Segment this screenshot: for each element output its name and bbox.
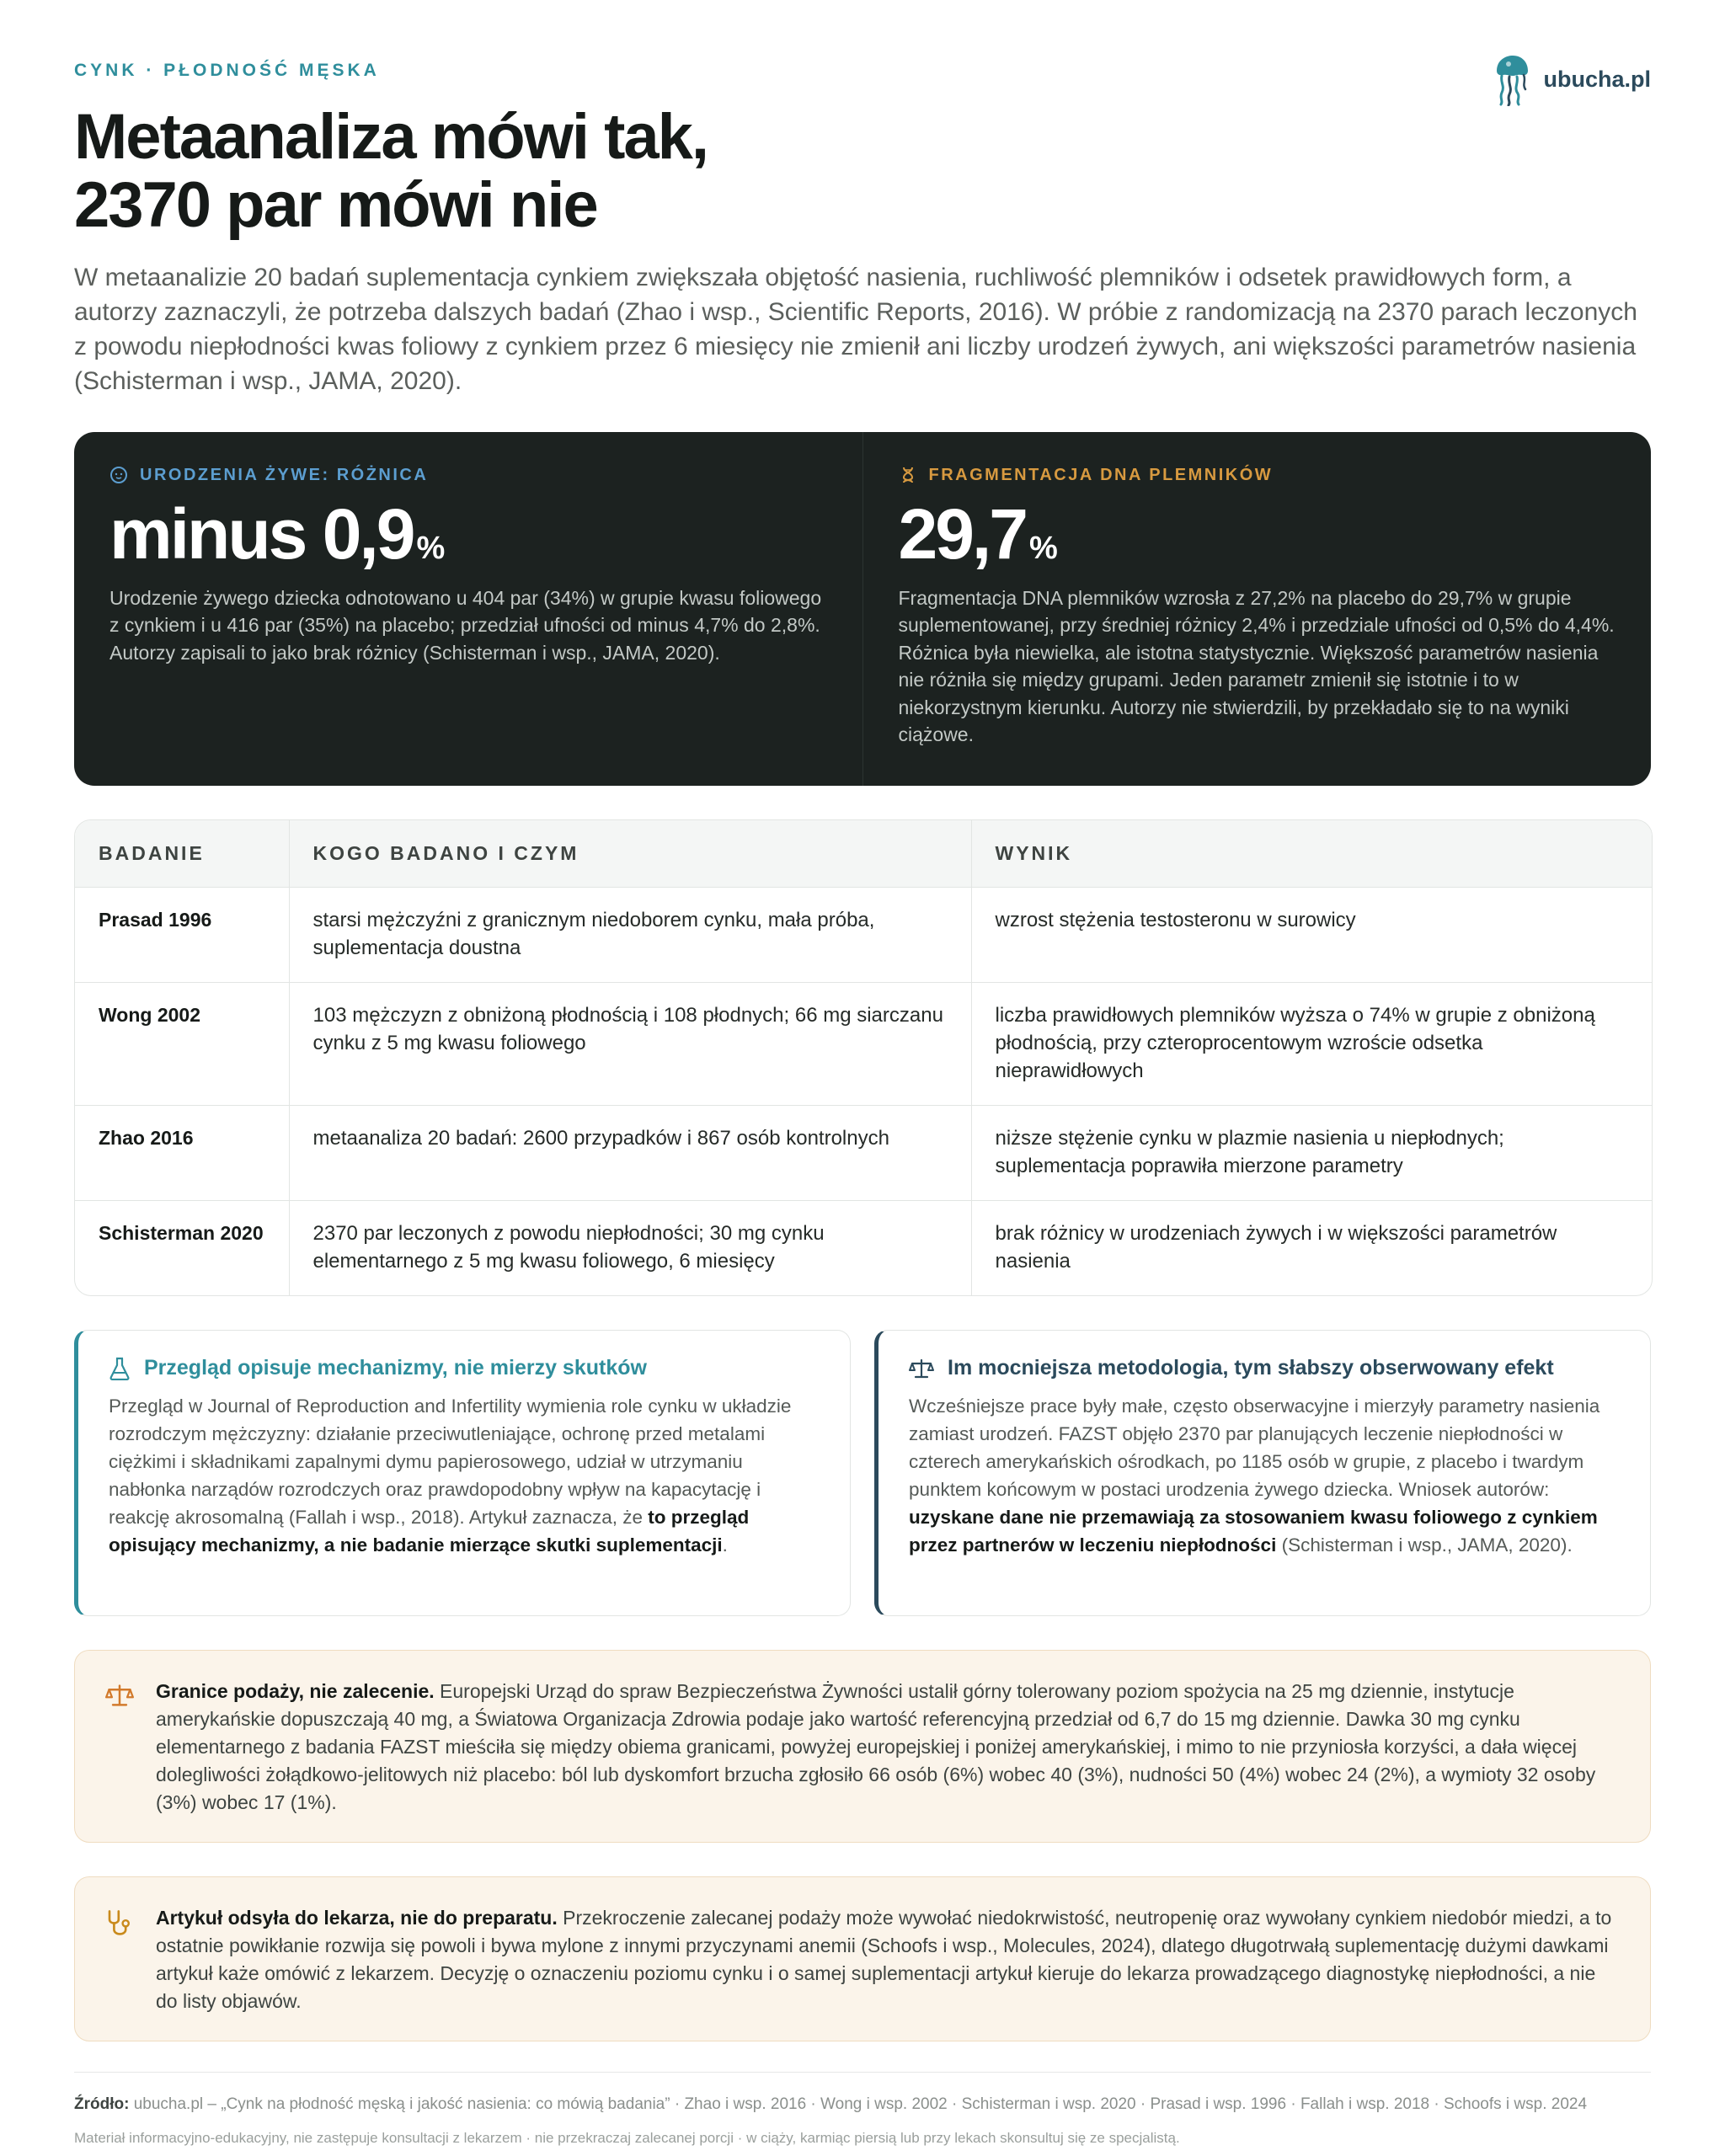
cell-who: 103 mężczyzn z obniżoną płodnością i 108 płodnych; 66 mg siarczanu cynku z 5 mg kwasu foliowego bbox=[289, 983, 971, 1106]
cell-result: brak różnicy w urodzeniach żywych i w większości parametrów nasienia bbox=[971, 1201, 1652, 1296]
stat-value bbox=[109, 494, 827, 574]
cell-result: wzrost stężenia testosteronu w surowicy bbox=[971, 888, 1652, 983]
panel-body-end: (Schisterman i wsp., JAMA, 2020). bbox=[1276, 1534, 1573, 1556]
footer-source-text: ubucha.pl – „Cynk na płodność męską i jakość nasienia: co mówią badania” · Zhao i wsp. 2016 · Wong i wsp. 2002 · Schisterman i wsp. 2020 · Prasad i wsp. 1996 · Fallah i wsp. 2018 · Schoofs i wsp. 2024 bbox=[129, 2095, 1588, 2114]
panel-title bbox=[109, 1356, 821, 1380]
cell-result: liczba prawidłowych plemników wyższa o 74% w grupie z obniżoną płodnością, przy czteroprocentowym wzroście odsetka nieprawidłowych bbox=[971, 983, 1652, 1106]
note-see-doctor bbox=[74, 1876, 1651, 2041]
panel-body-end: . bbox=[722, 1534, 728, 1556]
scales-icon bbox=[105, 1683, 134, 1708]
brand[interactable] bbox=[1490, 52, 1652, 106]
cell-who: metaanaliza 20 badań: 2600 przypadków i 867 osób kontrolnych bbox=[289, 1106, 971, 1201]
footer-sources bbox=[74, 2093, 1651, 2116]
stat-label bbox=[899, 466, 1616, 485]
stat-unit: % bbox=[1029, 530, 1058, 566]
brand-name: ubucha.pl bbox=[1543, 66, 1651, 92]
stethoscope-icon bbox=[105, 1909, 134, 1940]
stat-value bbox=[898, 494, 1616, 574]
stat-number: 29,7 bbox=[898, 494, 1026, 574]
footer-disclaimer: Materiał informacyjno-edukacyjny, nie zastępuje konsultacji z lekarzem · nie przekraczaj zalecanej porcji · w ciąży, karmiąc piersią lub przy lekach skonsultuj się ze specjalistą. bbox=[74, 2130, 1180, 2147]
eyebrow: CYNK · PŁODNOŚĆ MĘSKA bbox=[74, 61, 380, 80]
title-line-1: Metaanaliza mówi tak, bbox=[74, 101, 708, 173]
title-line-2: 2370 par mówi nie bbox=[74, 169, 597, 242]
panel-methodology bbox=[874, 1330, 1651, 1616]
note-icon-wrap bbox=[105, 1678, 139, 1817]
stat-label-text: URODZENIA ŻYWE: RÓŻNICA bbox=[140, 465, 429, 484]
stat-unit: % bbox=[416, 530, 446, 566]
panel-body-emphasis: to przegląd opisujący mechanizmy, a nie badanie mierzące skutki suplementacji bbox=[109, 1507, 750, 1556]
panel-mechanisms bbox=[74, 1330, 851, 1616]
stats-card bbox=[74, 432, 1651, 786]
stat-label bbox=[109, 466, 827, 485]
panel-body-emphasis: uzyskane dane nie przemawiają za stosowaniem kwasu foliowego z cynkiem przez partnerów w leczeniu niepłodności bbox=[909, 1507, 1598, 1556]
note-text bbox=[156, 1678, 1620, 1817]
column-header-study: BADANIE bbox=[75, 820, 289, 888]
note-text bbox=[156, 1904, 1620, 2015]
panel-body bbox=[109, 1392, 821, 1559]
stat-description: Fragmentacja DNA plemników wzrosła z 27,2% na placebo do 29,7% w grupie suplementowanej, przy średniej różnicy 2,4% i przedziale ufności od 0,5% do 4,4%. Różnica była niewielka, ale istotna statystycznie. Większość parametrów nasienia nie różniła się między grupami. Jeden parametr zmienił się istotnie i to w niekorzystnym kierunku. Autorzy nie stwierdzili, by przekładało się to na wyniki ciążowe. bbox=[898, 586, 1615, 746]
cell-study: Schisterman 2020 bbox=[75, 1201, 289, 1296]
cell-who: starsi mężczyźni z granicznym niedoborem cynku, mała próba, suplementacja doustna bbox=[289, 888, 971, 983]
panel-title-text: Im mocniejsza metodologia, tym słabszy obserwowany efekt bbox=[948, 1356, 1554, 1380]
panel-title-text: Przegląd opisuje mechanizmy, nie mierzy skutków bbox=[144, 1356, 647, 1380]
table-header-row bbox=[75, 820, 1652, 888]
studies-table bbox=[74, 819, 1653, 1297]
panel-body-text: Przegląd w Journal of Reproduction and Infertility wymienia role cynku w układzie rozrodczym mężczyzny: działanie przeciwutleniające, ochronę przed metalami ciężkimi i składnikami zapalnymi dymu papierosowego, udział w utrzymaniu nabłonka narządów rozrodczych oraz prawdopodobny wpływ na kapacytację i reakcję akrosomalną (Fallah i wsp., 2018). Artykuł zaznacza, że bbox=[109, 1396, 792, 1529]
baby-face-icon bbox=[109, 466, 128, 484]
stat-number: minus 0,9 bbox=[109, 494, 414, 574]
panel-body bbox=[909, 1392, 1621, 1559]
page-title bbox=[74, 103, 1253, 240]
note-icon-wrap bbox=[105, 1904, 139, 2015]
note-lead: Granice podaży, nie zalecenie. bbox=[156, 1680, 435, 1703]
cell-study: Wong 2002 bbox=[75, 983, 289, 1106]
panel-body-text: Wcześniejsze prace były małe, często obserwacyjne i mierzyły parametry nasienia zamiast urodzeń. FAZST objęło 2370 par planujących leczenie niepłodności w czterech amerykańskich ośrodkach, po 1185 osób w grupie, z placebo i twardym punktem końcowym w postaci urodzenia żywego dziecka. Wniosek autorów: bbox=[909, 1396, 1600, 1501]
table-row bbox=[75, 983, 1652, 1106]
cell-result: niższe stężenie cynku w plazmie nasienia u niepłodnych; suplementacja poprawiła mierzone parametry bbox=[971, 1106, 1652, 1201]
scales-icon bbox=[909, 1358, 934, 1380]
stat-description: Urodzenie żywego dziecka odnotowano u 404 par (34%) w grupie kwasu foliowego z cynkiem i u 416 par (35%) na placebo; przedział ufności od minus 4,7% do 2,8%. Autorzy zapisali to jako brak różnicy (Schisterman i wsp., JAMA, 2020). bbox=[109, 586, 822, 664]
table-row bbox=[75, 1106, 1652, 1201]
stat-dna-fragmentation bbox=[862, 432, 1652, 786]
note-body: Europejski Urząd do spraw Bezpieczeństwa Żywności ustalił górny tolerowany poziom spożycia na 25 mg dziennie, instytucje amerykańskie dopuszczają 40 mg, a Światowa Organizacja Zdrowia podaje jako wartość referencyjną przedział od 6,7 do 15 mg dziennie. Dawka 30 mg cynku elementarnego z badania FAZST mieściła się między obiema granicami, powyżej europejskiej i poniżej amerykańskiej, i mimo to nie przyniosła korzyści, a dała więcej dolegliwości żołądkowo-jelitowych niż placebo: ból lub dyskomfort brzucha zgłosiło 66 osób (6%) wobec 40 (3%), nudności 50 (4%) wobec 24 (2%), a wymioty 32 osoby (3%) wobec 17 (1%). bbox=[156, 1680, 1596, 1814]
flask-icon bbox=[109, 1357, 131, 1380]
stat-label-text: FRAGMENTACJA DNA PLEMNIKÓW bbox=[928, 465, 1274, 484]
panel-title bbox=[909, 1356, 1621, 1380]
note-body: Przekroczenie zalecanej podaży może wywołać niedokrwistość, neutropenię oraz wywołany cynkiem niedobór miedzi, a to ostatnie powikłanie rozwija się powoli i bywa mylone z innymi przyczynami anemii (Schoofs i wsp., Molecules, 2024), dlatego długotrwałą suplementację dużymi dawkami artykuł każe omówić z lekarzem. Decyzję o oznaczeniu poziomu cynku i o samej suplementacji artykuł kieruje do lekarza prowadzącego diagnostykę niepłodności, a nie do listy objawów. bbox=[156, 1907, 1612, 2013]
cell-study: Prasad 1996 bbox=[99, 909, 212, 931]
footer-source-label: Źródło: bbox=[74, 2095, 130, 2114]
lead-paragraph: W metaanalizie 20 badań suplementacja cynkiem zwiększała objętość nasienia, ruchliwość plemników i odsetek prawidłowych form, a autorzy zaznaczyli, że potrzeba dalszych badań (Zhao i wsp., Scientific Reports, 2016). W próbie z randomizacją na 2370 parach leczonych z powodu niepłodności kwas foliowy z cynkiem przez 6 miesięcy nie zmienił ani liczby urodzeń żywych, ani większości parametrów nasienia (Schisterman i wsp., JAMA, 2020). bbox=[74, 263, 1637, 395]
jellyfish-logo-icon bbox=[1490, 52, 1532, 106]
table-row bbox=[75, 1201, 1652, 1296]
callout-panels bbox=[74, 1330, 1651, 1616]
note-lead: Artykuł odsyła do lekarza, nie do preparatu. bbox=[156, 1907, 558, 1929]
table-row bbox=[75, 888, 1652, 983]
dna-icon bbox=[899, 466, 917, 484]
column-header-who: KOGO BADANO I CZYM bbox=[289, 820, 971, 888]
stat-live-births bbox=[74, 432, 862, 786]
column-header-result: WYNIK bbox=[971, 820, 1652, 888]
footer bbox=[74, 2072, 1651, 2147]
note-intake-limits bbox=[74, 1650, 1651, 1843]
cell-who: 2370 par leczonych z powodu niepłodności; 30 mg cynku elementarnego z 5 mg kwasu foliowego, 6 miesięcy bbox=[289, 1201, 971, 1296]
cell-study: Zhao 2016 bbox=[75, 1106, 289, 1201]
